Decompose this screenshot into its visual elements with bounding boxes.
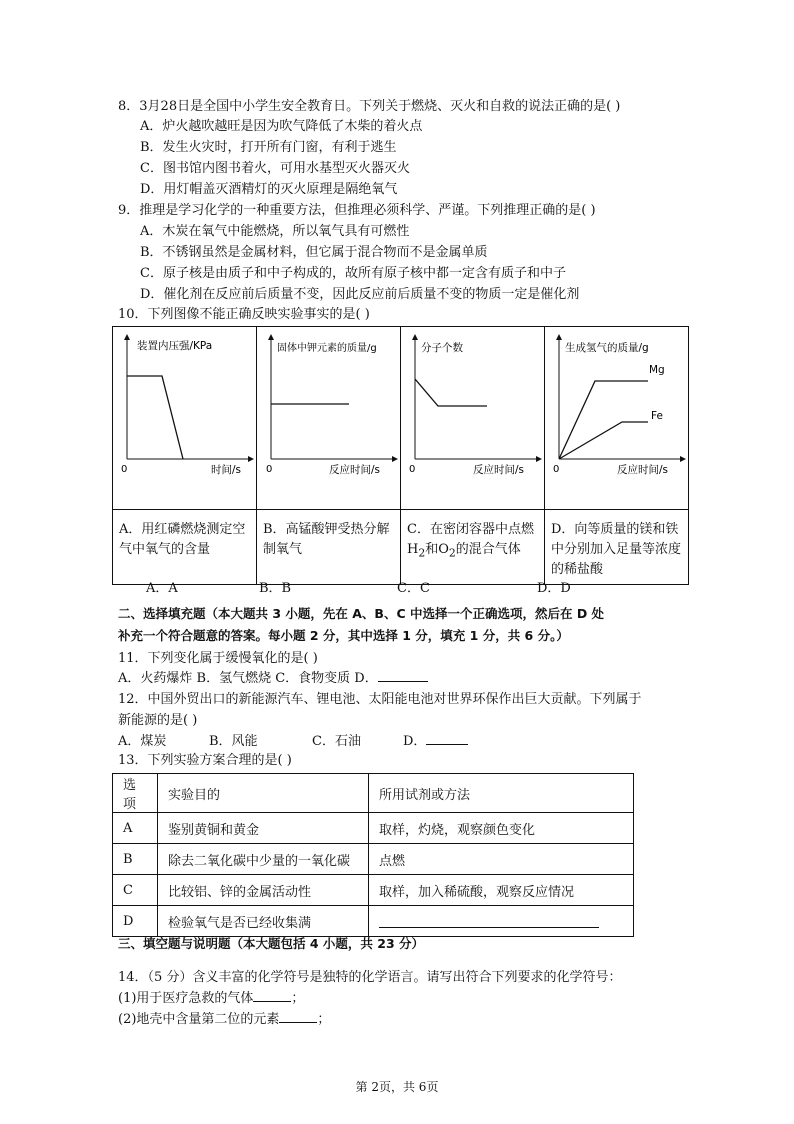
q13-row-b-purpose: 除去二氧化碳中少量的一氧化碳 — [158, 844, 369, 875]
graph-b-xlabel: 反应时间/s — [329, 464, 381, 476]
q10-answer-a: A．A — [146, 581, 178, 596]
graph-d — [545, 327, 688, 505]
q10-stem: 10．下列图像不能正确反映实验事实的是( ) — [118, 307, 370, 322]
graph-c — [401, 327, 544, 505]
graph-d-ylabel: 生成氢气的质量/g — [565, 342, 649, 354]
q8-option-a: A．炉火越吹越旺是因为吹气降低了木柴的着火点 — [140, 119, 423, 134]
graph-d-origin: 0 — [553, 464, 560, 475]
q9-stem: 9．推理是学习化学的一种重要方法，但推理必须科学、严谨。下列推理正确的是( ) — [118, 203, 596, 218]
q13-answer-blank[interactable] — [379, 927, 599, 928]
graph-d-cell — [545, 327, 689, 510]
graph-b-cell — [257, 327, 401, 510]
graph-a-ylabel: 装置内压强/KPa — [137, 340, 213, 352]
q14-item2-blank[interactable] — [279, 1022, 317, 1023]
q11-stem: 11．下列变化属于缓慢氧化的是( ) — [118, 651, 318, 666]
graph-c-cell — [401, 327, 545, 510]
q13-row-c-purpose: 比较铝、锌的金属活动性 — [158, 875, 369, 906]
graph-d-curve-mg — [559, 381, 648, 459]
graph-a-origin: 0 — [121, 464, 128, 475]
q12-option-b: B．风能 — [209, 734, 258, 749]
q8-option-c: C．图书馆内图书着火，可用水基型灭火器灭火 — [140, 161, 410, 176]
q13-row-b-method: 点燃 — [369, 844, 634, 875]
graph-b-caption: B．高锰酸钾受热分解制氧气 — [257, 510, 401, 585]
q14-item2: (2)地壳中含量第二位的元素 ； — [118, 1012, 331, 1027]
graph-b-ylabel: 固体中钾元素的质量/g — [277, 343, 377, 354]
table-row — [113, 813, 634, 844]
section3-heading: 三、填空题与说明题（本大题包括 4 小题，共 23 分） — [118, 936, 425, 951]
graph-d-series-fe: Fe — [651, 410, 663, 422]
graph-a-cell — [113, 327, 257, 510]
graph-d-xlabel: 反应时间/s — [617, 464, 669, 476]
section2-heading-line2: 补充一个符合题意的答案。每小题 2 分，其中选择 1 分，填充 1 分，共 6 分。） — [118, 628, 569, 643]
q12-option-a: A．煤炭 — [118, 734, 167, 749]
q8-option-b: B．发生火灾时，打开所有门窗，有利于逃生 — [140, 140, 397, 155]
q9-option-d: D．催化剂在反应前后质量不变，因此反应前后质量不变的物质一定是催化剂 — [140, 287, 580, 302]
q13-row-d-option: D — [113, 906, 158, 937]
table-row — [113, 844, 634, 875]
graph-b — [257, 327, 400, 505]
q13-table — [112, 773, 634, 937]
graph-a-xlabel: 时间/s — [211, 464, 242, 476]
q8-stem: 8．3月28日是全国中小学生安全教育日。下列关于燃烧、灭火和自救的说法正确的是( ) — [118, 99, 621, 114]
q13-row-d-purpose: 检验氧气是否已经收集满 — [158, 906, 369, 937]
q13-row-c-option: C — [113, 875, 158, 906]
q10-answer-d: D．D — [537, 581, 571, 596]
q14-item1-blank[interactable] — [253, 1001, 291, 1002]
graph-a-caption: A．用红磷燃烧测定空气中氧气的含量 — [113, 510, 257, 585]
graph-a-curve — [127, 376, 183, 459]
q12-stem-line2: 新能源的是( ) — [118, 713, 198, 728]
q12-option-d: D． — [403, 733, 468, 751]
q13-row-d-method — [369, 906, 634, 937]
graph-d-series-mg: Mg — [649, 364, 665, 376]
q13-row-c-method: 取样，加入稀硫酸，观察反应情况 — [369, 875, 634, 906]
q13-row-b-option: B — [113, 844, 158, 875]
graph-c-xlabel: 反应时间/s — [473, 464, 525, 476]
graph-c-curve — [415, 379, 487, 406]
q13-header-option: 选项 — [113, 774, 158, 813]
q14-item1: (1)用于医疗急救的气体 ； — [118, 991, 305, 1006]
table-row — [113, 906, 634, 937]
section2-heading-line1: 二、选择填充题（本大题共 3 小题，先在 A、B、C 中选择一个正确选项，然后在 D 处 — [118, 606, 605, 621]
q9-option-b: B．不锈钢虽然是金属材料，但它属于混合物而不是金属单质 — [140, 245, 488, 260]
graph-c-caption: C．在密闭容器中点燃$H_2$和$O_2$的混合气体 — [401, 510, 545, 585]
q12-answer-blank[interactable] — [426, 744, 468, 745]
q12-option-c: C．石油 — [312, 734, 361, 749]
q13-header-purpose: 实验目的 — [158, 774, 369, 813]
q14-stem: 14．（5 分）含义丰富的化学符号是独特的化学语言。请写出符合下列要求的化学符号： — [118, 970, 622, 985]
graph-c-origin: 0 — [409, 464, 416, 475]
graph-d-caption: D．向等质量的镁和铁中分别加入足量等浓度的稀盐酸 — [545, 510, 689, 585]
page-footer: 第 2页，共 6页 — [355, 1080, 439, 1094]
q10-answer-b: B．B — [259, 581, 292, 596]
q12-stem-line1: 12．中国外贸出口的新能源汽车、锂电池、太阳能电池对世界环保作出巨大贡献。下列属于 — [118, 692, 642, 707]
q10-graph-table — [112, 326, 689, 585]
table-row — [113, 875, 634, 906]
q13-stem: 13．下列实验方案合理的是( ) — [118, 753, 292, 768]
q11-options: A．火药爆炸 B．氢气燃烧 C．食物变质 D． — [118, 670, 428, 688]
q8-option-d: D．用灯帽盖灭酒精灯的灭火原理是隔绝氧气 — [140, 182, 398, 197]
q13-row-a-method: 取样，灼烧，观察颜色变化 — [369, 813, 634, 844]
q13-row-a-purpose: 鉴别黄铜和黄金 — [158, 813, 369, 844]
graph-d-curve-fe — [559, 422, 648, 459]
graph-b-origin: 0 — [266, 464, 273, 475]
q13-header-row — [113, 774, 634, 813]
q13-header-method: 所用试剂或方法 — [369, 774, 634, 813]
q9-option-a: A．木炭在氧气中能燃烧，所以氧气具有可燃性 — [140, 224, 410, 239]
q11-answer-blank[interactable] — [378, 681, 428, 682]
q13-row-a-option: A — [113, 813, 158, 844]
graph-a — [113, 327, 256, 505]
q10-answer-c: C．C — [397, 581, 430, 596]
graph-c-ylabel: 分子个数 — [421, 342, 463, 354]
q9-option-c: C．原子核是由质子和中子构成的，故所有原子核中都一定含有质子和中子 — [140, 266, 566, 281]
